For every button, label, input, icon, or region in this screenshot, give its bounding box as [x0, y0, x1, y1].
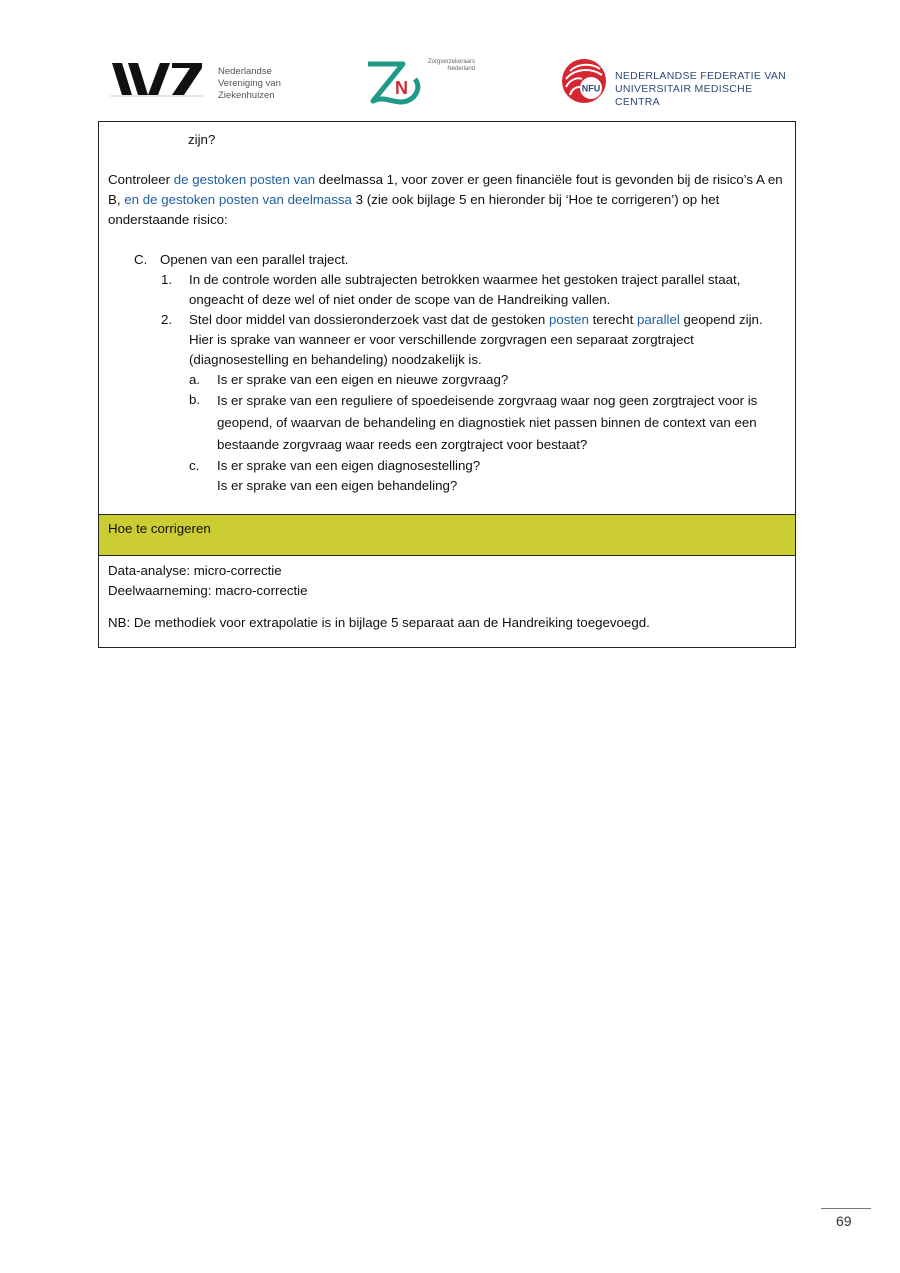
nfu-logo-mark-icon — [560, 57, 608, 105]
correction-data-analysis: Data-analyse: micro-correctie — [108, 563, 282, 578]
correction-sampling: Deelwaarneming: macro-correctie — [108, 583, 308, 598]
list-marker: C. — [134, 252, 148, 267]
question-item — [189, 456, 785, 496]
zn-logo-text — [417, 59, 475, 73]
zn-line-1: Zorgverzekeraars — [427, 59, 475, 65]
nfu-line-1: NEDERLANDSE FEDERATIE VAN — [615, 70, 787, 82]
risk-sublist — [134, 270, 785, 496]
list-marker: 1. — [161, 272, 173, 287]
correction-note: NB: De methodiek voor extrapolatie is in bijlage 5 separaat aan de Handreiking toegevoegd. — [108, 615, 650, 630]
list-item-text: In de controle worden alle subtrajecten betrokken waarmee het gestoken traject parallel staat, ongeacht of deze wel of niet onder de scope van de Handreiking vallen. — [189, 272, 741, 307]
list-item — [161, 310, 785, 370]
highlight-posten: posten — [548, 312, 589, 327]
list-marker: a. — [189, 372, 201, 387]
highlight-deelmassa: en de gestoken posten van deelmassa — [124, 192, 352, 207]
question-text — [217, 456, 480, 496]
correction-heading: Hoe te corrigeren — [108, 521, 211, 536]
header-logo-bar — [0, 55, 900, 110]
nvz-logo-text — [218, 66, 281, 102]
zn-line-2: Nederland — [447, 66, 475, 72]
continuation-text: zijn? — [188, 132, 216, 147]
risk-list — [108, 250, 785, 496]
correction-heading-cell — [99, 514, 795, 556]
item-text-part: Stel door middel van dossieronderzoek vast dat de gestoken — [189, 312, 549, 327]
list-marker: b. — [189, 392, 201, 407]
question-list — [161, 370, 785, 496]
question-text-line-1: Is er sprake van een eigen diagnosestelling? — [217, 458, 481, 473]
list-item-text — [189, 310, 785, 370]
question-text-line-2: Is er sprake van een eigen behandeling? — [217, 478, 458, 493]
paragraph-text-3: 3 (zie ook bijlage 5 en hieronder bij ‘Hoe te corrigeren’) op het onderstaande risico: — [108, 192, 720, 227]
list-marker: 2. — [161, 312, 173, 327]
risk-title: Openen van een parallel traject. — [160, 252, 349, 267]
list-item — [161, 270, 785, 310]
nvz-line-3: Ziekenhuizen — [218, 90, 275, 101]
risk-description-cell — [99, 122, 795, 514]
page-number: 69 — [836, 1213, 852, 1229]
question-text: Is er sprake van een reguliere of spoedeisende zorgvraag waar nog geen zorgtraject voor is geopend, of waarvan de behandeling en diagnostiek niet passen binnen de context van een bestaande zorgvraag waar reeds een zorgtraject voor bestaat? — [217, 393, 758, 452]
question-item — [189, 370, 785, 390]
risk-table — [98, 121, 796, 648]
correction-cell — [99, 556, 795, 647]
nvz-line-2: Vereniging van — [218, 78, 281, 89]
paragraph-text-1: Controleer — [108, 172, 174, 187]
nfu-mark-letters: NFU — [581, 83, 601, 94]
zn-logo — [365, 57, 480, 107]
question-text: Is er sprake van een eigen en nieuwe zorgvraag? — [217, 372, 509, 387]
highlight-gestoken-posten: de gestoken posten van — [173, 172, 315, 187]
list-marker: c. — [189, 458, 200, 473]
question-item — [189, 390, 785, 456]
nfu-logo-text — [615, 70, 800, 109]
highlight-parallel: parallel — [636, 312, 680, 327]
nvz-line-1: Nederlandse — [218, 66, 272, 77]
paragraph-text-2: deelmassa 1, voor zover er geen financiële fout is gevonden bij de risico’s A en B, — [108, 172, 783, 207]
item-text-part: terecht — [588, 312, 637, 327]
item-text-part: geopend zijn. Hier is sprake van wanneer er voor verschillende zorgvragen een separaat zorgtraject (diagnosestelling en behandeling) noodzakelijk is. — [189, 312, 763, 367]
nfu-logo — [560, 57, 800, 107]
footer-rule — [821, 1208, 871, 1209]
nfu-line-2: UNIVERSITAIR MEDISCHE CENTRA — [615, 83, 753, 108]
zn-mark-letter: N — [395, 78, 408, 98]
nvz-logo-mark-icon — [110, 61, 205, 97]
nvz-logo — [110, 61, 300, 101]
risk-item-c — [134, 250, 785, 270]
control-paragraph — [108, 170, 785, 230]
